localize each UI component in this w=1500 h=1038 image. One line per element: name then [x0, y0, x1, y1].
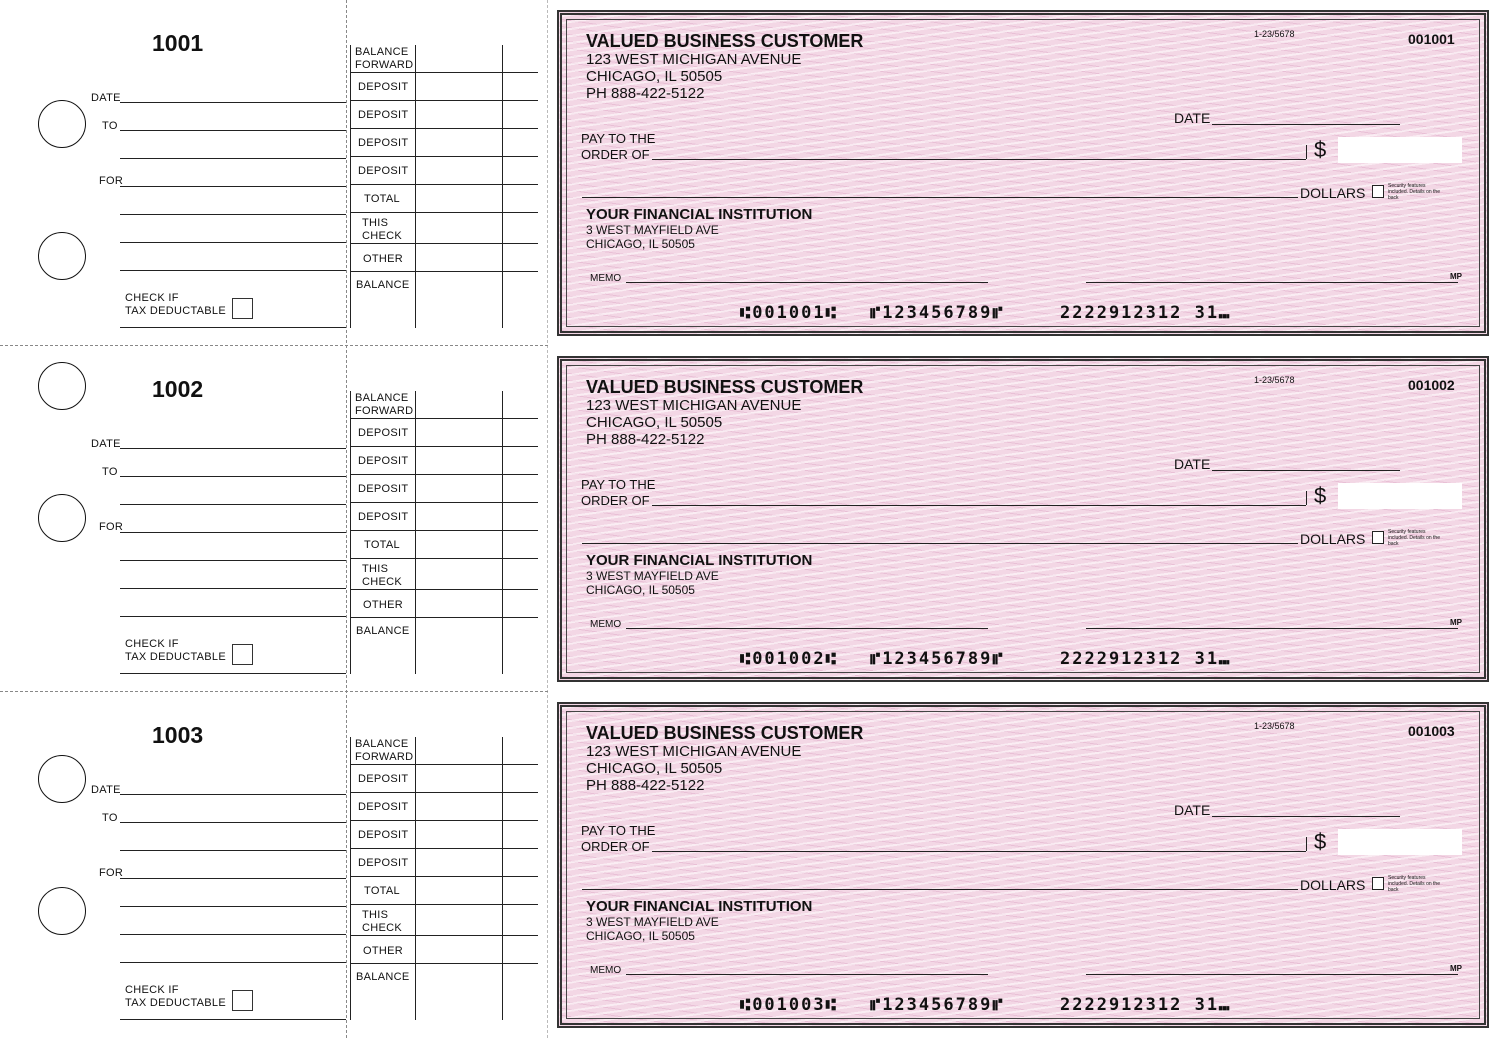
register-row-deposit[interactable]: DEPOSIT: [350, 101, 538, 129]
register-row-this-check[interactable]: THIS CHECK: [350, 559, 538, 590]
payee-line[interactable]: [652, 505, 1306, 506]
routing-fraction: 1-23/5678: [1254, 375, 1295, 385]
punch-hole: [38, 232, 86, 280]
row-cut-line: [0, 691, 548, 692]
register-row-balance-forward[interactable]: BALANCE FORWARD: [350, 391, 538, 419]
register-row-balance[interactable]: BALANCE: [356, 971, 410, 983]
dollars-label: DOLLARS: [1300, 877, 1366, 893]
payee-line[interactable]: [652, 851, 1306, 852]
register-row-other[interactable]: OTHER: [350, 244, 538, 272]
register-row-deposit[interactable]: DEPOSIT: [350, 849, 538, 877]
pay-to-label: PAY TO THE ORDER OF: [581, 131, 656, 162]
register-row-balance[interactable]: BALANCE: [356, 279, 410, 291]
stub-to-label: TO: [102, 120, 118, 132]
stub-date-line[interactable]: [120, 102, 346, 103]
tax-deductible-checkbox[interactable]: [232, 298, 253, 319]
stub-number: 1001: [152, 30, 204, 56]
check-date-label: DATE: [1174, 456, 1211, 472]
memo-line[interactable]: [626, 974, 988, 975]
register-row-deposit[interactable]: DEPOSIT: [350, 419, 538, 447]
security-note: Security features included. Details on the back: [1388, 875, 1440, 893]
stub-for-line-3[interactable]: [120, 588, 346, 589]
bank-name: YOUR FINANCIAL INSTITUTION: [586, 206, 813, 223]
customer-address-1: 123 WEST MICHIGAN AVENUE: [586, 397, 802, 414]
stub-for-line-2[interactable]: [120, 560, 346, 561]
register-row-total[interactable]: TOTAL: [350, 531, 538, 559]
stub-for-label: FOR: [99, 521, 124, 533]
register-row-deposit[interactable]: DEPOSIT: [350, 503, 538, 531]
stub-date-label: DATE: [91, 438, 121, 450]
stub-to-line[interactable]: [120, 476, 346, 477]
check-number: 001002: [1408, 377, 1455, 393]
pay-to-label: PAY TO THE ORDER OF: [581, 477, 656, 508]
register-row-this-check[interactable]: THIS CHECK: [350, 905, 538, 936]
check: [557, 702, 1489, 1028]
check-date-label: DATE: [1174, 802, 1211, 818]
punch-hole: [38, 755, 86, 803]
register-row-balance[interactable]: BALANCE: [356, 625, 410, 637]
amount-words-line[interactable]: [582, 889, 1298, 890]
customer-name: VALUED BUSINESS CUSTOMER: [586, 377, 864, 397]
stub-bottom-line: [120, 673, 346, 674]
stub-bottom-line: [120, 1019, 346, 1020]
security-note: Security features included. Details on the back: [1388, 529, 1440, 547]
micr-account-number: 2222912312 31⑉: [1060, 995, 1232, 1015]
register-row-total[interactable]: TOTAL: [350, 185, 538, 213]
micr-routing-number: ⑈123456789⑈: [870, 995, 1005, 1015]
stub-to-label: TO: [102, 812, 118, 824]
balance-register: [350, 45, 538, 328]
stub-for-line-3[interactable]: [120, 242, 346, 243]
customer-phone: PH 888-422-5122: [586, 431, 705, 448]
check-date-line[interactable]: [1212, 124, 1400, 125]
stub-date-label: DATE: [91, 92, 121, 104]
stub-date-line[interactable]: [120, 448, 346, 449]
stub-date-line[interactable]: [120, 794, 346, 795]
amount-box[interactable]: [1338, 483, 1462, 509]
check-date-label: DATE: [1174, 110, 1211, 126]
dollars-label: DOLLARS: [1300, 185, 1366, 201]
lock-icon: [1372, 877, 1384, 890]
register-row-total[interactable]: TOTAL: [350, 877, 538, 905]
register-row-deposit[interactable]: DEPOSIT: [350, 129, 538, 157]
dollar-sign: $: [1314, 829, 1327, 854]
stub-to-line-2[interactable]: [120, 850, 346, 851]
dollar-sign: $: [1314, 483, 1327, 508]
stub-to-line[interactable]: [120, 822, 346, 823]
customer-name: VALUED BUSINESS CUSTOMER: [586, 31, 864, 51]
amount-words-line[interactable]: [582, 197, 1298, 198]
stub-number: 1002: [152, 376, 204, 402]
balance-register: [350, 737, 538, 1020]
register-row-deposit[interactable]: DEPOSIT: [350, 475, 538, 503]
customer-address-2: CHICAGO, IL 50505: [586, 414, 723, 431]
micr-check-number: ⑆001002⑆: [740, 649, 838, 669]
stub-to-line-2[interactable]: [120, 504, 346, 505]
stub-for-line-4[interactable]: [120, 270, 346, 271]
stub-for-label: FOR: [99, 867, 124, 879]
micr-account-number: 2222912312 31⑉: [1060, 649, 1232, 669]
routing-fraction: 1-23/5678: [1254, 721, 1295, 731]
signature-line[interactable]: [1086, 628, 1458, 629]
mp-label: MP: [1450, 618, 1462, 627]
stub-for-line-4[interactable]: [120, 616, 346, 617]
register-row-other[interactable]: OTHER: [350, 936, 538, 964]
tax-deductible-checkbox[interactable]: [232, 644, 253, 665]
bank-address-1: 3 WEST MAYFIELD AVE: [586, 223, 719, 237]
stub-for-line-2[interactable]: [120, 214, 346, 215]
micr-check-number: ⑆001003⑆: [740, 995, 838, 1015]
micr-account-number: 2222912312 31⑉: [1060, 303, 1232, 323]
bank-address-1: 3 WEST MAYFIELD AVE: [586, 569, 719, 583]
memo-line[interactable]: [626, 282, 988, 283]
stub-for-line[interactable]: [120, 532, 346, 533]
check: [557, 10, 1489, 336]
amount-box[interactable]: [1338, 137, 1462, 163]
customer-address-2: CHICAGO, IL 50505: [586, 68, 723, 85]
mp-label: MP: [1450, 964, 1462, 973]
punch-hole: [38, 362, 86, 410]
bank-address-2: CHICAGO, IL 50505: [586, 583, 695, 597]
check-number: 001003: [1408, 723, 1455, 739]
customer-address-1: 123 WEST MICHIGAN AVENUE: [586, 51, 802, 68]
lock-icon: [1372, 531, 1384, 544]
signature-line[interactable]: [1086, 974, 1458, 975]
signature-line[interactable]: [1086, 282, 1458, 283]
micr-routing-number: ⑈123456789⑈: [870, 649, 1005, 669]
register-row-deposit[interactable]: DEPOSIT: [350, 447, 538, 475]
customer-name: VALUED BUSINESS CUSTOMER: [586, 723, 864, 743]
bank-name: YOUR FINANCIAL INSTITUTION: [586, 898, 813, 915]
stub-for-label: FOR: [99, 175, 124, 187]
stub-date-label: DATE: [91, 784, 121, 796]
security-note: Security features included. Details on the back: [1388, 183, 1440, 201]
customer-phone: PH 888-422-5122: [586, 777, 705, 794]
micr-routing-number: ⑈123456789⑈: [870, 303, 1005, 323]
mp-label: MP: [1450, 272, 1462, 281]
check: [557, 356, 1489, 682]
tax-deductible-checkbox[interactable]: [232, 990, 253, 1011]
check-number: 001001: [1408, 31, 1455, 47]
register-row-balance-forward[interactable]: BALANCE FORWARD: [350, 737, 538, 765]
memo-label: MEMO: [590, 619, 622, 630]
register-row-balance-forward[interactable]: BALANCE FORWARD: [350, 45, 538, 73]
stub-for-line[interactable]: [120, 186, 346, 187]
stub-number: 1003: [152, 722, 204, 748]
stub-for-line[interactable]: [120, 878, 346, 879]
punch-hole: [38, 100, 86, 148]
customer-phone: PH 888-422-5122: [586, 85, 705, 102]
micr-check-number: ⑆001001⑆: [740, 303, 838, 323]
stub-bottom-line: [120, 327, 346, 328]
dollar-sign: $: [1314, 137, 1327, 162]
tax-deductible-label: CHECK IF TAX DEDUCTABLE: [125, 292, 226, 317]
register-row-deposit[interactable]: DEPOSIT: [350, 765, 538, 793]
check-cut-line: [547, 0, 548, 1038]
stub-to-label: TO: [102, 466, 118, 478]
stub-cut-line: [346, 0, 347, 1038]
check-date-line[interactable]: [1212, 470, 1400, 471]
register-row-deposit[interactable]: DEPOSIT: [350, 73, 538, 101]
memo-line[interactable]: [626, 628, 988, 629]
payee-line[interactable]: [652, 159, 1306, 160]
amount-box[interactable]: [1338, 829, 1462, 855]
amount-words-line[interactable]: [582, 543, 1298, 544]
stub-for-line-3[interactable]: [120, 934, 346, 935]
row-cut-line: [0, 345, 548, 346]
register-row-other[interactable]: OTHER: [350, 590, 538, 618]
punch-hole: [38, 887, 86, 935]
register-row-deposit[interactable]: DEPOSIT: [350, 157, 538, 185]
bank-address-2: CHICAGO, IL 50505: [586, 237, 695, 251]
check-date-line[interactable]: [1212, 816, 1400, 817]
customer-address-1: 123 WEST MICHIGAN AVENUE: [586, 743, 802, 760]
pay-to-label: PAY TO THE ORDER OF: [581, 823, 656, 854]
bank-name: YOUR FINANCIAL INSTITUTION: [586, 552, 813, 569]
memo-label: MEMO: [590, 273, 622, 284]
stub-for-line-4[interactable]: [120, 962, 346, 963]
memo-label: MEMO: [590, 965, 622, 976]
routing-fraction: 1-23/5678: [1254, 29, 1295, 39]
stub-to-line-2[interactable]: [120, 158, 346, 159]
stub-for-line-2[interactable]: [120, 906, 346, 907]
register-row-this-check[interactable]: THIS CHECK: [350, 213, 538, 244]
customer-address-2: CHICAGO, IL 50505: [586, 760, 723, 777]
bank-address-1: 3 WEST MAYFIELD AVE: [586, 915, 719, 929]
stub-to-line[interactable]: [120, 130, 346, 131]
tax-deductible-label: CHECK IF TAX DEDUCTABLE: [125, 638, 226, 663]
punch-hole: [38, 494, 86, 542]
balance-register: [350, 391, 538, 674]
lock-icon: [1372, 185, 1384, 198]
dollars-label: DOLLARS: [1300, 531, 1366, 547]
register-row-deposit[interactable]: DEPOSIT: [350, 793, 538, 821]
tax-deductible-label: CHECK IF TAX DEDUCTABLE: [125, 984, 226, 1009]
register-row-deposit[interactable]: DEPOSIT: [350, 821, 538, 849]
bank-address-2: CHICAGO, IL 50505: [586, 929, 695, 943]
